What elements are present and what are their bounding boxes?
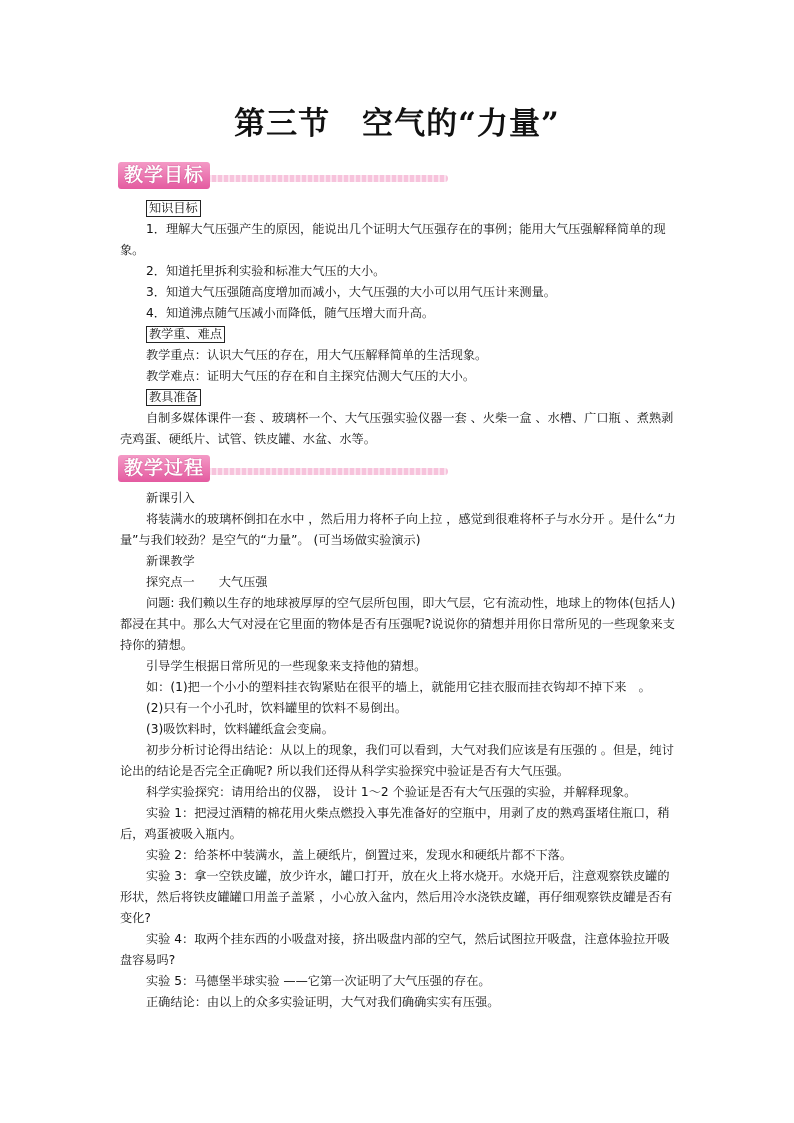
- section-badge-goals: 教学目标: [118, 162, 210, 189]
- analysis-text: 初步分析讨论得出结论：从以上的现象，我们可以看到，大气对我们应该是有压强的 。但是，纯讨论出的结论是否完全正确呢? 所以我们还得从科学实验探究中验证是否有大气压强。: [120, 743, 674, 778]
- teach-heading: 新课教学: [146, 554, 195, 568]
- inquiry-point-title: 大气压强: [218, 575, 268, 589]
- page-title: 第三节 空气的“力量”: [234, 106, 560, 142]
- inquiry-point-label: 探究点一: [146, 575, 195, 589]
- knowledge-goal-1: 1．理解大气压强产生的原因，能说出几个证明大气压强存在的事例；能用大气压强解释简单的现象。: [120, 222, 666, 257]
- inquiry-text: 科学实验探究：请用给出的仪器， 设计 1～2 个验证是否有大气压强的实验，并解释现象。: [146, 785, 637, 799]
- tools-label: 教具准备: [146, 389, 201, 406]
- experiment-2: 实验 2：给茶杯中装满水，盖上硬纸片，倒置过来，发现水和硬纸片都不下落。: [146, 848, 573, 862]
- knowledge-goals-label: 知识目标: [146, 200, 201, 217]
- knowledge-goal-3: 3．知道大气压强随高度增加而减小，大气压强的大小可以用气压计来测量。: [146, 285, 556, 299]
- section-header-bar: [200, 468, 448, 475]
- section-badge-process: 教学过程: [118, 455, 210, 482]
- keypoints-label: 教学重、难点: [146, 326, 225, 343]
- section-header-goals: [118, 162, 448, 190]
- conclusion-text: 正确结论：由以上的众多实验证明，大气对我们确确实实有压强。: [146, 995, 500, 1009]
- section-header-bar: [200, 175, 448, 182]
- knowledge-goal-4: 4．知道沸点随气压减小而降低，随气压增大而升高。: [146, 306, 435, 320]
- experiment-3: 实验 3：拿一空铁皮罐，放少许水，罐口打开，放在火上将水烧开。水烧开后，注意观察铁皮罐的形状，然后将铁皮罐罐口用盖子盖紧 ，小心放入盆内，然后用冷水浇铁皮罐，再仔细观察铁皮罐是否有变化?: [120, 869, 673, 925]
- intro-text: 将装满水的玻璃杯倒扣在水中 ，然后用力将杯子向上拉 ，感觉到很难将杯子与水分开 。是什么“力量”与我们较劲？是空气的“力量”。 (可当场做实验演示): [120, 512, 676, 547]
- teaching-difficult-point: 教学难点：证明大气压的存在和自主探究估测大气压的大小。: [146, 369, 476, 383]
- example-3: (3)吸饮料时，饮料罐纸盒会变扁。: [146, 722, 334, 736]
- experiment-5: 实验 5：马德堡半球实验 ——它第一次证明了大气压强的存在。: [146, 974, 491, 988]
- example-1: 如：(1)把一个小小的塑料挂衣钩紧贴在很平的墙上，就能用它挂衣服而挂衣钩却不掉下来 。: [146, 680, 651, 694]
- guide-text: 引导学生根据日常所见的一些现象来支持他的猜想。: [146, 659, 427, 673]
- teaching-key-point: 教学重点：认识大气压的存在，用大气压解释简单的生活现象。: [146, 348, 488, 362]
- example-2: (2)只有一个小孔时，饮料罐里的饮料不易倒出。: [146, 701, 408, 715]
- question-text: 问题: 我们赖以生存的地球被厚厚的空气层所包围，即大气层，它有流动性，地球上的物体(包括人)都浸在其中。那么大气对浸在它里面的物体是否有压强呢?说说你的猜想并用你日常所见的一些现象来支持你的猜想。: [120, 596, 676, 652]
- teaching-tools: 自制多媒体课件一套 、玻璃杯一个、大气压强实验仪器一套 、火柴一盒 、水槽、广口瓶 、煮熟剥壳鸡蛋、硬纸片、试管、铁皮罐、水盆、水等。: [120, 411, 674, 446]
- intro-heading: 新课引入: [146, 491, 195, 505]
- section-header-process: [118, 455, 448, 483]
- knowledge-goal-2: 2．知道托里拆利实验和标准大气压的大小。: [146, 264, 386, 278]
- inquiry-point-heading: [120, 572, 676, 593]
- experiment-4: 实验 4：取两个挂东西的小吸盘对接，挤出吸盘内部的空气，然后试图拉开吸盘，注意体验拉开吸盘容易吗?: [120, 932, 670, 967]
- experiment-1: 实验 1：把浸过酒精的棉花用火柴点燃投入事先准备好的空瓶中，用剥了皮的熟鸡蛋堵住瓶口，稍后，鸡蛋被吸入瓶内。: [120, 806, 670, 841]
- process-content: [120, 488, 676, 1013]
- goals-content: [120, 198, 676, 450]
